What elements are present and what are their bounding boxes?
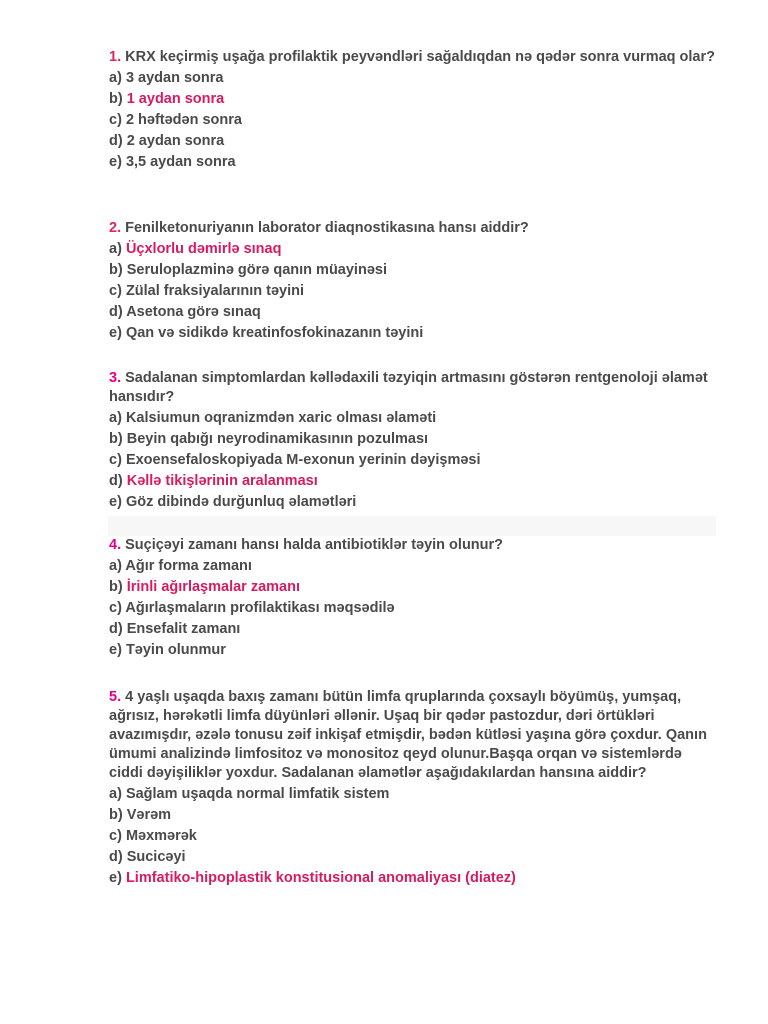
option-b: b) 1 aydan sonra: [109, 91, 225, 107]
option-c: c) Məxmərək: [109, 828, 197, 844]
option-e: e) Təyin olunmur: [109, 642, 226, 658]
question-number: 5.: [109, 689, 122, 705]
option-d: d) Ensefalit zamanı: [109, 621, 241, 637]
question-text: 3. Sadalanan simptomlardan kəllədaxili təzyiqin artmasını göstərən rentgenoloji əlamət hansıdır?: [109, 370, 708, 405]
option-a: a) Ağır forma zamanı: [109, 558, 252, 574]
option-a: a) Kalsiumun oqranizmdən xaric olması əlaməti: [109, 410, 437, 426]
option-d: d) Kəllə tikişlərinin aralanması: [109, 473, 318, 489]
option-e: e) Qan və sidikdə kreatinfosfokinazanın təyini: [109, 325, 424, 341]
question-4: [109, 536, 719, 661]
option-e: e) 3,5 aydan sonra: [109, 154, 236, 170]
option-a: a) Sağlam uşaqda normal limfatik sistem: [109, 786, 390, 802]
correct-answer: İrinli ağırlaşmalar zamanı: [126, 579, 300, 595]
question-number: 4.: [109, 537, 122, 553]
question-number: 2.: [109, 220, 122, 236]
question-number: 3.: [109, 370, 122, 386]
correct-answer: 1 aydan sonra: [126, 91, 225, 107]
question-text: 5. 4 yaşlı uşaqda baxış zamanı bütün limfa qruplarında çoxsaylı böyümüş, yumşaq, ağrısız, hərəkətli limfa düyünləri əllənir. Uşaq bir qədər pastozdur, dəri örtükləri avazımışdır, əzələ tonusu zəif inkişaf etmişdir, bədən kütləsi yaşına görə çoxdur. Qanın ümumi analizində limfositoz və monositoz qeyd olunur.Başqa orqan və sistemlərdə ciddi dəyişiliklər yoxdur. Sadalanan əlamətlər aşağıdakılardan hansına aiddir?: [109, 689, 707, 781]
correct-answer: Kəllə tikişlərinin aralanması: [126, 473, 318, 489]
option-c: c) Exoensefaloskopiyada M-exonun yerinin dəyişməsi: [109, 452, 481, 468]
option-d: d) Asetona görə sınaq: [109, 304, 261, 320]
question-text: 2. Fenilketonuriyanın laborator diaqnostikasına hansı aiddir?: [109, 220, 529, 236]
question-number: 1.: [109, 49, 122, 65]
question-2: [109, 219, 719, 344]
option-c: c) 2 həftədən sonra: [109, 112, 242, 128]
row-highlight: [108, 516, 716, 536]
option-b: b) Vərəm: [109, 807, 172, 823]
option-a: a) 3 aydan sonra: [109, 70, 224, 86]
correct-answer: Üçxlorlu dəmirlə sınaq: [125, 241, 282, 257]
question-5: [109, 688, 719, 889]
option-c: c) Ağırlaşmaların profilaktikası məqsədilə: [109, 600, 395, 616]
question-text: 4. Suçiçəyi zamanı hansı halda antibiotiklər təyin olunur?: [109, 537, 504, 553]
option-d: d) Sucicəyi: [109, 849, 186, 865]
option-e: e) Göz dibində durğunluq əlamətləri: [109, 494, 357, 510]
option-c: c) Zülal fraksiyalarının təyini: [109, 283, 305, 299]
question-text: 1. KRX keçirmiş uşağa profilaktik peyvəndləri sağaldıqdan nə qədər sonra vurmaq olar?: [109, 49, 715, 65]
question-1: [109, 48, 719, 173]
correct-answer: Limfatiko-hipoplastik konstitusional anomaliyası (diatez): [125, 870, 516, 886]
option-a: a) Üçxlorlu dəmirlə sınaq: [109, 241, 282, 257]
question-3: [109, 369, 719, 513]
option-d: d) 2 aydan sonra: [109, 133, 225, 149]
option-b: b) Beyin qabığı neyrodinamikasının pozulması: [109, 431, 429, 447]
option-b: b) İrinli ağırlaşmalar zamanı: [109, 579, 300, 595]
option-b: b) Seruloplazminə görə qanın müayinəsi: [109, 262, 387, 278]
option-e: e) Limfatiko-hipoplastik konstitusional anomaliyası (diatez): [109, 870, 516, 886]
